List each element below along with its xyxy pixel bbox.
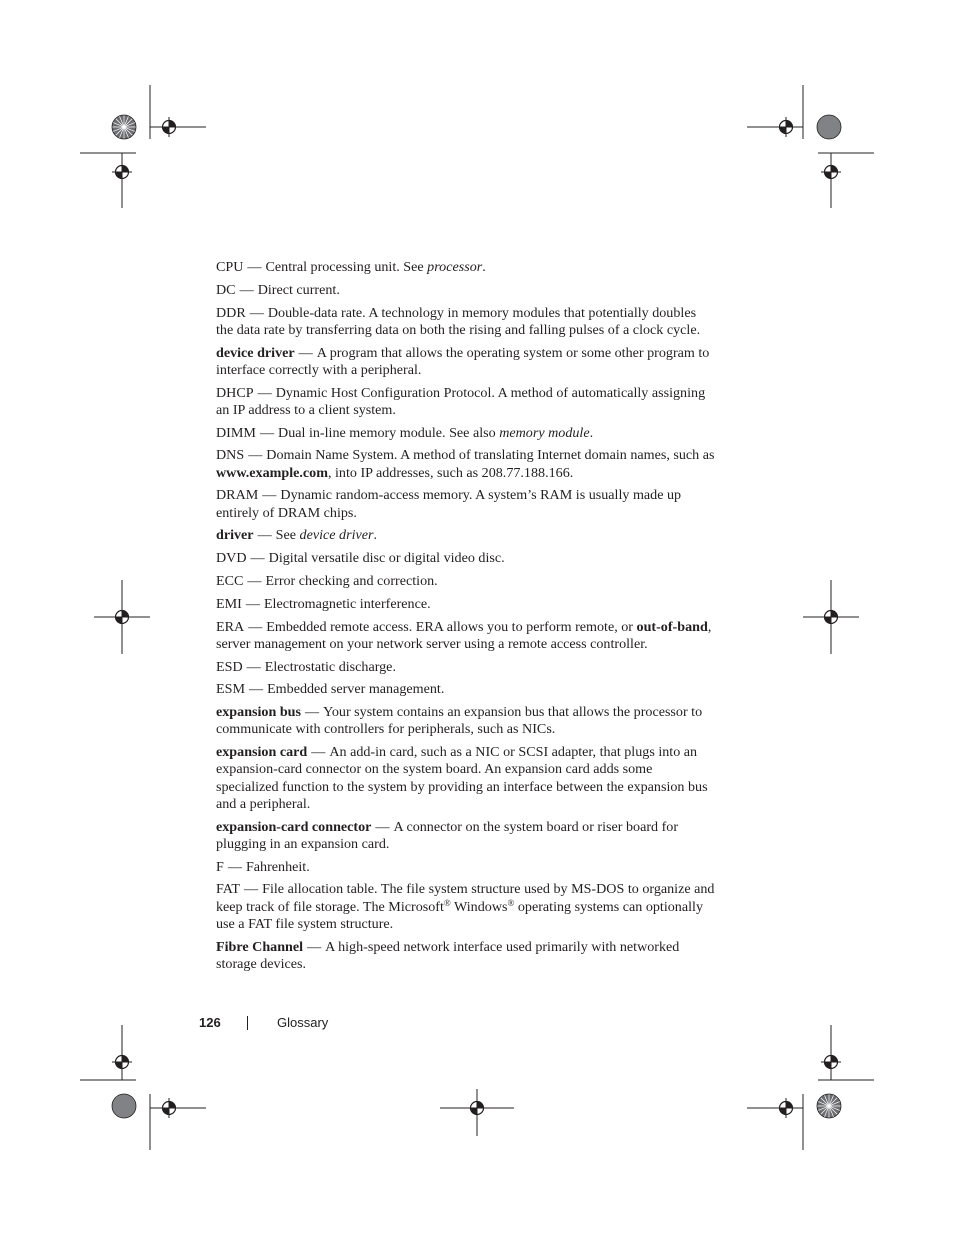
glossary-term: ECC <box>216 572 244 589</box>
definition-text: See <box>275 527 300 544</box>
footer-divider <box>247 1016 248 1030</box>
emphasized-term: www.example.com <box>216 464 328 481</box>
glossary-entry <box>216 425 716 442</box>
registration-disk-icon <box>112 1094 136 1118</box>
glossary-term: ERA <box>216 618 245 635</box>
glossary-term: CPU <box>216 259 244 275</box>
definition-text: , server management on your network server using a remote access controller. <box>216 618 712 652</box>
crosshair-icon <box>159 1098 179 1118</box>
glossary-entry <box>216 550 716 567</box>
glossary-term: FAT <box>216 881 241 898</box>
cross-reference: processor <box>427 259 483 275</box>
definition-text: Digital versatile disc or digital video disc. <box>268 550 505 567</box>
definition-text: , into IP addresses, such as 208.77.188.166. <box>327 464 574 481</box>
registration-star-icon <box>112 115 136 139</box>
glossary-term: driver <box>216 527 254 544</box>
em-dash: — <box>246 658 261 675</box>
glossary-entry <box>216 859 716 876</box>
definition-text: A program that allows the operating system or some other program to interface correctly with a peripheral. <box>216 344 710 378</box>
glossary-term: ESD <box>216 658 243 675</box>
glossary-entry <box>216 881 716 933</box>
glossary-term: ESM <box>216 681 245 698</box>
glossary-term: DDR <box>216 304 246 321</box>
crosshair-icon <box>776 1098 796 1118</box>
crosshair-icon <box>159 117 179 137</box>
footer-section-title: Glossary <box>277 1015 329 1030</box>
definition-text: Direct current. <box>257 281 340 298</box>
em-dash: — <box>298 344 313 361</box>
cross-reference: device driver <box>299 527 374 544</box>
crosshair-icon <box>776 117 796 137</box>
page-number: 126 <box>199 1015 221 1030</box>
crosshair-icon <box>821 162 841 182</box>
glossary-entry <box>216 487 716 521</box>
em-dash: — <box>247 259 262 275</box>
glossary-list <box>216 259 716 979</box>
glossary-term: DIMM <box>216 424 256 441</box>
glossary-entry <box>216 596 716 613</box>
cross-reference: memory module <box>499 424 590 441</box>
definition-text: Double-data rate. A technology in memory modules that potentially doubles the data rate by transferring data on both the rising and falling pulses of a clock cycle. <box>216 304 701 338</box>
glossary-term: expansion bus <box>216 704 301 721</box>
glossary-entry <box>216 704 716 738</box>
definition-text: Dual in-line memory module. See also <box>278 424 500 441</box>
glossary-term: Fibre Channel <box>216 938 304 955</box>
registered-mark: ® <box>443 897 451 908</box>
glossary-term: expansion card <box>216 744 308 761</box>
glossary-term: EMI <box>216 595 242 612</box>
em-dash: — <box>227 858 242 875</box>
glossary-term: DHCP <box>216 384 254 401</box>
crosshair-icon <box>821 1052 841 1072</box>
em-dash: — <box>311 744 326 761</box>
em-dash: — <box>375 818 390 835</box>
definition-text: . <box>589 424 594 441</box>
glossary-entry <box>216 659 716 676</box>
em-dash: — <box>249 304 264 321</box>
registered-mark: ® <box>507 897 515 908</box>
glossary-entry <box>216 681 716 698</box>
definition-text: . <box>482 259 486 275</box>
definition-text: Electrostatic discharge. <box>264 658 396 675</box>
crosshair-icon <box>821 607 841 627</box>
glossary-term: expansion-card connector <box>216 818 372 835</box>
definition-text: Fahrenheit. <box>245 858 310 875</box>
em-dash: — <box>245 595 260 612</box>
definition-text: A high-speed network interface used primarily with networked storage devices. <box>216 938 680 972</box>
glossary-entry <box>216 527 716 544</box>
definition-text: Dynamic random-access memory. A system’s RAM is usually made up entirely of DRAM chips. <box>216 487 682 521</box>
em-dash: — <box>307 938 322 955</box>
glossary-entry <box>216 305 716 339</box>
glossary-term: device driver <box>216 344 295 361</box>
em-dash: — <box>257 384 272 401</box>
definition-text: Embedded remote access. ERA allows you to perform remote, or <box>266 618 637 635</box>
glossary-term: DVD <box>216 550 247 567</box>
definition-text: . <box>373 527 378 544</box>
definition-text: operating systems can optionally use a FAT file system structure. <box>216 898 703 932</box>
em-dash: — <box>262 487 277 504</box>
definition-text: Windows <box>450 898 508 915</box>
glossary-entry <box>216 259 716 276</box>
em-dash: — <box>248 681 264 698</box>
glossary-entry <box>216 939 716 973</box>
glossary-entry <box>216 744 716 813</box>
definition-text: A connector on the system board or riser board for plugging in an expansion card. <box>216 818 679 852</box>
glossary-entry <box>216 447 716 481</box>
em-dash: — <box>305 704 320 721</box>
crosshair-icon <box>112 1052 132 1072</box>
em-dash: — <box>257 527 272 544</box>
em-dash: — <box>259 424 275 441</box>
crosshair-icon <box>112 607 132 627</box>
glossary-term: DC <box>216 281 236 298</box>
glossary-entry <box>216 619 716 653</box>
glossary-entry <box>216 385 716 419</box>
glossary-term: F <box>216 858 224 875</box>
definition-text: Dynamic Host Configuration Protocol. A method of automatically assigning an IP address to a client system. <box>216 384 706 418</box>
definition-text: Domain Name System. A method of translating Internet domain names, such as <box>266 447 715 464</box>
em-dash: — <box>248 618 263 635</box>
definition-text: Error checking and correction. <box>265 572 438 589</box>
page-footer <box>0 1015 954 1035</box>
crosshair-icon <box>112 162 132 182</box>
glossary-term: DNS <box>216 447 245 464</box>
definition-text: Electromagnetic interference. <box>263 595 431 612</box>
em-dash: — <box>244 881 259 898</box>
definition-text: Central processing unit. See <box>265 259 428 275</box>
glossary-term: DRAM <box>216 487 259 504</box>
em-dash: — <box>248 447 263 464</box>
definition-text: An add-in card, such as a NIC or SCSI adapter, that plugs into an expansion-card connector on the system board. An expansion card adds some specialized function to the system by providing an interface between the expansion bus and a peripheral. <box>216 744 708 812</box>
glossary-entry <box>216 573 716 590</box>
registration-disk-icon <box>817 115 841 139</box>
glossary-entry <box>216 345 716 379</box>
glossary-entry <box>216 819 716 853</box>
em-dash: — <box>239 281 254 298</box>
emphasized-term: out-of-band <box>636 618 708 635</box>
em-dash: — <box>250 550 265 567</box>
em-dash: — <box>247 572 262 589</box>
definition-text: Embedded server management. <box>267 681 445 698</box>
glossary-entry <box>216 282 716 299</box>
definition-text: Your system contains an expansion bus that allows the processor to communicate with controllers for peripherals, such as NICs. <box>216 704 703 738</box>
registration-star-icon <box>817 1094 841 1118</box>
crosshair-icon <box>467 1098 487 1118</box>
definition-text: File allocation table. The file system structure used by MS-DOS to organize and keep track of file storage. The Microsoft <box>216 881 715 915</box>
